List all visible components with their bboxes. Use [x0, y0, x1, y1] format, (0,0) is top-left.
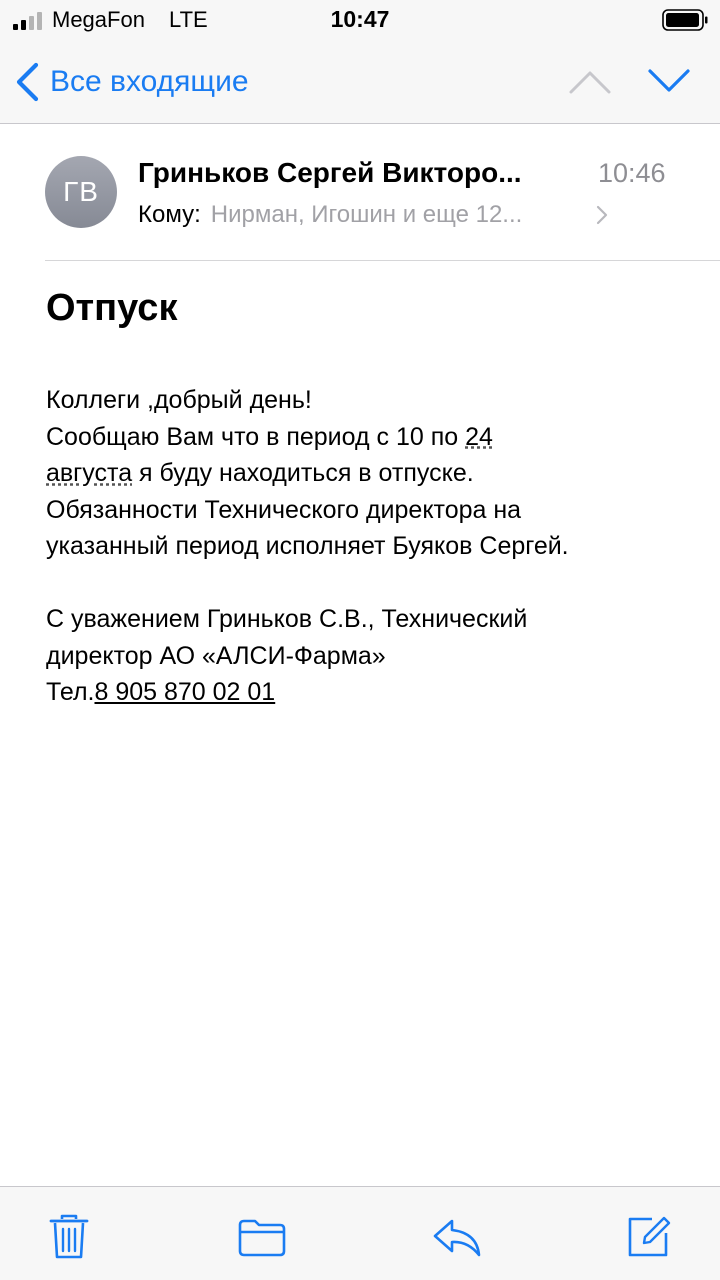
message-time: 10:46 [598, 158, 666, 188]
sender-name[interactable]: Гриньков Сергей Викторо... [138, 157, 522, 188]
body-text: я буду находиться в отпуске. [132, 459, 474, 487]
signature-line [46, 674, 696, 711]
compose-button[interactable] [622, 1211, 674, 1263]
reply-arrow-icon [432, 1217, 482, 1257]
trash-icon [49, 1213, 89, 1261]
move-to-folder-button[interactable] [236, 1211, 288, 1263]
back-button[interactable] [14, 60, 249, 104]
carrier-name: MegaFon [52, 7, 145, 32]
next-message-chevron-down-icon[interactable] [647, 66, 691, 94]
body-text: Сообщаю Вам что в период с 10 по [46, 422, 466, 451]
chevron-left-icon [14, 62, 40, 102]
previous-message-chevron-up-icon [568, 68, 612, 96]
body-line: Коллеги ,добрый день! [46, 386, 312, 414]
status-time: 10:47 [330, 6, 390, 32]
body-line: Обязанности Технического директора на [46, 495, 522, 524]
compose-icon [624, 1213, 672, 1261]
reply-button[interactable] [431, 1211, 483, 1263]
network-type: LTE [169, 7, 208, 32]
recipients-label: Кому: [138, 201, 201, 228]
status-bar [0, 0, 720, 40]
body-line [46, 419, 696, 456]
navigation-bar [0, 40, 720, 124]
trash-button[interactable] [43, 1211, 95, 1263]
message-body [46, 382, 696, 711]
body-line [46, 455, 696, 492]
paragraph-spacer [46, 565, 696, 602]
date-link[interactable]: августа [46, 459, 133, 487]
signature-line: С уважением Гриньков С.В., Технический [46, 605, 528, 633]
chevron-right-icon [595, 204, 609, 226]
phone-prefix: Тел. [46, 678, 95, 706]
back-button-label: Все входящие [50, 65, 249, 98]
recipients-list: Нирман, Игошин и еще 12... [210, 201, 523, 228]
recipients-row[interactable] [138, 199, 609, 231]
folder-icon [237, 1217, 287, 1257]
message-subject: Отпуск [46, 287, 178, 329]
header-divider [45, 260, 720, 261]
sender-avatar: ГВ [45, 156, 117, 228]
signature-line: директор АО «АЛСИ-Фарма» [46, 641, 386, 670]
battery-icon [662, 9, 708, 31]
body-line: указанный период исполняет Буяков Сергей. [46, 532, 569, 560]
date-link[interactable]: 24 [465, 422, 493, 451]
bottom-toolbar [0, 1186, 720, 1280]
phone-link[interactable]: 8 905 870 02 01 [94, 678, 276, 706]
